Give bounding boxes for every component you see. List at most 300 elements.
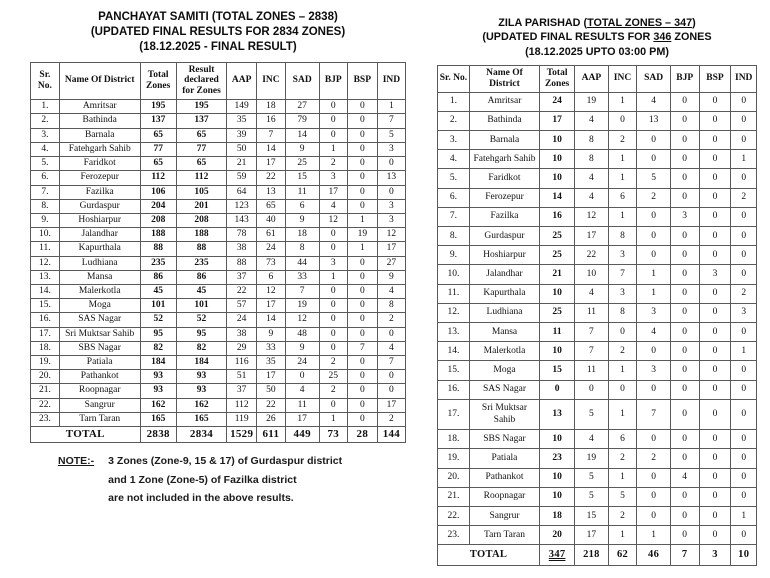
table-row (438, 342, 757, 361)
value-cell: 65 (257, 199, 286, 213)
value-cell: 23. (438, 526, 470, 545)
value-cell: 0 (377, 370, 405, 384)
value-cell: 112 (176, 171, 226, 185)
value-cell: 0 (347, 128, 377, 142)
value-cell: 14 (257, 313, 286, 327)
zila-parishad-table (437, 65, 757, 566)
value-cell: 0 (670, 361, 699, 380)
value-cell: 77 (176, 142, 226, 156)
value-cell: 0 (347, 157, 377, 171)
value-cell: 149 (227, 100, 257, 114)
value-cell: 20. (31, 370, 60, 384)
value-cell: 21. (31, 384, 60, 398)
total-bsp-value: 3 (699, 545, 731, 565)
value-cell: 33 (285, 270, 319, 284)
table-row (31, 228, 406, 242)
value-cell: 0 (731, 227, 757, 246)
value-cell: 0 (699, 111, 731, 130)
value-cell: 26 (257, 412, 286, 426)
value-cell: 18. (438, 430, 470, 449)
panchayat-samiti-section (30, 10, 406, 511)
value-cell: 0 (699, 169, 731, 188)
value-cell: 5 (608, 487, 637, 506)
value-cell: 5 (377, 128, 405, 142)
value-cell: 5. (31, 157, 60, 171)
total-zones-value: 2838 (140, 426, 176, 442)
col-header-bsp: BSP (699, 65, 731, 92)
value-cell: 93 (176, 384, 226, 398)
value-cell: 10 (540, 284, 575, 303)
col-header-district: Name Of District (59, 62, 140, 100)
value-cell: 0 (670, 507, 699, 526)
value-cell: 116 (227, 355, 257, 369)
value-cell: 0 (699, 227, 731, 246)
value-cell: 22. (31, 398, 60, 412)
value-cell: 20. (438, 468, 470, 487)
value-cell: 0 (670, 265, 699, 284)
value-cell: 82 (176, 341, 226, 355)
value-cell: 1 (319, 270, 347, 284)
district-cell: Hoshiarpur (469, 246, 539, 265)
value-cell: 88 (176, 242, 226, 256)
value-cell: 119 (227, 412, 257, 426)
value-cell: 165 (140, 412, 176, 426)
value-cell: 3 (319, 256, 347, 270)
value-cell: 235 (176, 256, 226, 270)
value-cell: 9 (285, 213, 319, 227)
value-cell: 21 (540, 265, 575, 284)
value-cell: 0 (319, 114, 347, 128)
value-cell: 88 (140, 242, 176, 256)
value-cell: 0 (347, 370, 377, 384)
district-cell: Jalandhar (59, 228, 140, 242)
district-cell: Patiala (59, 355, 140, 369)
value-cell: 7 (257, 128, 286, 142)
value-cell: 2. (31, 114, 60, 128)
table-row (438, 111, 757, 130)
value-cell: 0 (637, 380, 670, 399)
value-cell: 7 (575, 323, 608, 342)
value-cell: 15 (540, 361, 575, 380)
value-cell: 3 (377, 213, 405, 227)
value-cell: 48 (285, 327, 319, 341)
table-row (31, 128, 406, 142)
district-cell: Barnala (59, 128, 140, 142)
value-cell: 2 (637, 188, 670, 207)
value-cell: 0 (731, 399, 757, 429)
table-row (31, 242, 406, 256)
value-cell: 101 (176, 299, 226, 313)
value-cell: 50 (227, 142, 257, 156)
value-cell: 17 (377, 242, 405, 256)
table-row (438, 92, 757, 111)
col-header-sad: SAD (637, 65, 670, 92)
value-cell: 0 (731, 207, 757, 226)
value-cell: 0 (699, 399, 731, 429)
value-cell: 2 (319, 355, 347, 369)
value-cell: 17 (257, 299, 286, 313)
value-cell: 61 (257, 228, 286, 242)
value-cell: 65 (176, 157, 226, 171)
district-cell: Gurdaspur (469, 227, 539, 246)
table-row (438, 507, 757, 526)
value-cell: 0 (637, 150, 670, 169)
value-cell: 1 (637, 265, 670, 284)
table-row (438, 265, 757, 284)
value-cell: 0 (670, 111, 699, 130)
district-cell: Faridkot (469, 169, 539, 188)
value-cell: 0 (731, 111, 757, 130)
value-cell: 11 (285, 185, 319, 199)
value-cell: 184 (176, 355, 226, 369)
value-cell: 105 (176, 185, 226, 199)
value-cell: 17 (319, 185, 347, 199)
value-cell: 18 (257, 100, 286, 114)
value-cell: 15. (438, 361, 470, 380)
value-cell: 78 (227, 228, 257, 242)
note-text (108, 455, 342, 511)
value-cell: 0 (699, 468, 731, 487)
value-cell: 7 (377, 355, 405, 369)
table-row (31, 171, 406, 185)
value-cell: 4 (575, 188, 608, 207)
value-cell: 188 (176, 228, 226, 242)
value-cell: 0 (670, 284, 699, 303)
value-cell: 0 (608, 111, 637, 130)
district-cell: SAS Nagar (59, 313, 140, 327)
value-cell: 6 (608, 430, 637, 449)
value-cell: 0 (637, 342, 670, 361)
value-cell: 17. (438, 399, 470, 429)
value-cell: 2 (637, 449, 670, 468)
value-cell: 4 (637, 92, 670, 111)
total-aap-value: 1529 (227, 426, 257, 442)
value-cell: 0 (670, 188, 699, 207)
value-cell: 0 (319, 299, 347, 313)
value-cell: 52 (176, 313, 226, 327)
value-cell: 0 (637, 207, 670, 226)
value-cell: 19. (438, 449, 470, 468)
value-cell: 19 (285, 299, 319, 313)
value-cell: 13 (257, 185, 286, 199)
total-aap-value: 218 (575, 545, 608, 565)
value-cell: 4 (377, 284, 405, 298)
value-cell: 0 (731, 468, 757, 487)
value-cell: 10 (540, 487, 575, 506)
value-cell: 18. (31, 341, 60, 355)
value-cell: 9. (31, 213, 60, 227)
title-line-2: (UPDATED FINAL RESULTS FOR 2834 ZONES) (90, 26, 346, 39)
district-cell: Amritsar (469, 92, 539, 111)
zila-table-body (438, 92, 757, 545)
table-row (31, 100, 406, 114)
note-label: NOTE:- (58, 454, 95, 467)
value-cell: 38 (227, 327, 257, 341)
total-inc-value: 611 (257, 426, 286, 442)
value-cell: 0 (347, 327, 377, 341)
value-cell: 19. (31, 355, 60, 369)
district-cell: Mansa (59, 270, 140, 284)
value-cell: 40 (257, 213, 286, 227)
value-cell: 15 (575, 507, 608, 526)
value-cell: 0 (347, 270, 377, 284)
table-row (438, 526, 757, 545)
value-cell: 57 (227, 299, 257, 313)
value-cell: 11 (285, 398, 319, 412)
total-zones-value: 347 (540, 545, 575, 565)
value-cell: 2 (377, 313, 405, 327)
district-cell: SBS Nagar (59, 341, 140, 355)
value-cell: 0 (670, 342, 699, 361)
value-cell: 9 (257, 327, 286, 341)
value-cell: 7 (347, 341, 377, 355)
value-cell: 1 (731, 150, 757, 169)
value-cell: 0 (319, 100, 347, 114)
value-cell: 11. (438, 284, 470, 303)
value-cell: 0 (699, 188, 731, 207)
value-cell: 77 (140, 142, 176, 156)
table-row (438, 169, 757, 188)
value-cell: 4 (285, 384, 319, 398)
value-cell: 12 (257, 284, 286, 298)
value-cell: 1 (608, 150, 637, 169)
value-cell: 0 (731, 361, 757, 380)
total-bsp-value: 28 (347, 426, 377, 442)
value-cell: 195 (176, 100, 226, 114)
value-cell: 18 (285, 228, 319, 242)
value-cell: 3. (438, 131, 470, 150)
table-row (31, 313, 406, 327)
value-cell: 0 (575, 380, 608, 399)
value-cell: 3 (699, 265, 731, 284)
zila-table-footer (438, 545, 757, 565)
table-row (31, 384, 406, 398)
value-cell: 6 (285, 199, 319, 213)
value-cell: 4. (31, 142, 60, 156)
value-cell: 10 (540, 468, 575, 487)
table-row (31, 142, 406, 156)
district-cell: Gurdaspur (59, 199, 140, 213)
value-cell: 11 (575, 303, 608, 322)
value-cell: 195 (140, 100, 176, 114)
table-row (31, 284, 406, 298)
value-cell: 0 (637, 131, 670, 150)
value-cell: 0 (699, 487, 731, 506)
value-cell: 0 (540, 380, 575, 399)
value-cell: 0 (670, 526, 699, 545)
value-cell: 0 (731, 380, 757, 399)
value-cell: 112 (227, 398, 257, 412)
value-cell: 22 (575, 246, 608, 265)
value-cell: 17 (257, 157, 286, 171)
value-cell: 1 (608, 169, 637, 188)
value-cell: 0 (731, 246, 757, 265)
district-cell: Ludhiana (59, 256, 140, 270)
total-row (438, 545, 757, 565)
value-cell: 17 (257, 370, 286, 384)
value-cell: 19 (575, 449, 608, 468)
value-cell: 64 (227, 185, 257, 199)
value-cell: 4 (575, 430, 608, 449)
table-row (438, 323, 757, 342)
table-row (438, 207, 757, 226)
table-row (438, 227, 757, 246)
district-cell: Ferozepur (59, 171, 140, 185)
value-cell: 11. (31, 242, 60, 256)
value-cell: 112 (140, 171, 176, 185)
value-cell: 184 (140, 355, 176, 369)
value-cell: 0 (377, 185, 405, 199)
value-cell: 1 (608, 399, 637, 429)
value-cell: 8 (608, 227, 637, 246)
value-cell: 0 (699, 246, 731, 265)
value-cell: 14 (285, 128, 319, 142)
value-cell: 25 (540, 303, 575, 322)
value-cell: 9. (438, 246, 470, 265)
value-cell: 37 (227, 270, 257, 284)
value-cell: 11 (540, 323, 575, 342)
value-cell: 21 (227, 157, 257, 171)
district-cell: Sangrur (59, 398, 140, 412)
value-cell: 162 (140, 398, 176, 412)
district-cell: Kapurthala (59, 242, 140, 256)
table-row (438, 361, 757, 380)
underlined-total-zones: TOTAL ZONES – 347 (587, 17, 693, 29)
value-cell: 0 (637, 487, 670, 506)
table-row (31, 355, 406, 369)
value-cell: 17 (377, 398, 405, 412)
value-cell: 0 (670, 227, 699, 246)
district-cell: Sangrur (469, 507, 539, 526)
col-header-aap: AAP (575, 65, 608, 92)
value-cell: 3. (31, 128, 60, 142)
district-cell: Amritsar (59, 100, 140, 114)
value-cell: 0 (637, 430, 670, 449)
value-cell: 0 (670, 131, 699, 150)
value-cell: 12 (575, 207, 608, 226)
value-cell: 1. (438, 92, 470, 111)
table-row (31, 213, 406, 227)
value-cell: 37 (227, 384, 257, 398)
value-cell: 44 (285, 256, 319, 270)
value-cell: 0 (319, 313, 347, 327)
value-cell: 0 (670, 487, 699, 506)
value-cell: 10. (31, 228, 60, 242)
district-cell: Moga (59, 299, 140, 313)
district-cell: Pathankot (469, 468, 539, 487)
value-cell: 10 (540, 169, 575, 188)
total-inc-value: 62 (608, 545, 637, 565)
value-cell: 4 (670, 468, 699, 487)
value-cell: 4 (575, 284, 608, 303)
value-cell: 0 (670, 303, 699, 322)
title-line-1: ZILA PARISHAD (TOTAL ZONES – 347) (498, 17, 696, 29)
value-cell: 1 (608, 361, 637, 380)
value-cell: 3 (637, 303, 670, 322)
value-cell: 10 (540, 150, 575, 169)
value-cell: 0 (670, 150, 699, 169)
value-cell: 12. (438, 303, 470, 322)
table-row (31, 412, 406, 426)
value-cell: 20 (540, 526, 575, 545)
value-cell: 0 (347, 412, 377, 426)
value-cell: 10 (540, 430, 575, 449)
panchayat-samiti-title (30, 10, 406, 56)
value-cell: 1 (319, 412, 347, 426)
value-cell: 6. (438, 188, 470, 207)
value-cell: 0 (731, 449, 757, 468)
col-header-inc: INC (257, 62, 286, 100)
value-cell: 16 (257, 114, 286, 128)
table-row (31, 327, 406, 341)
value-cell: 5. (438, 169, 470, 188)
table-row (438, 380, 757, 399)
value-cell: 2 (319, 157, 347, 171)
value-cell: 2 (731, 188, 757, 207)
value-cell: 16. (438, 380, 470, 399)
col-header-sr-no: Sr. No. (31, 62, 60, 100)
col-header-inc: INC (608, 65, 637, 92)
note-line-3: are not included in the above results. (108, 492, 294, 505)
value-cell: 52 (140, 313, 176, 327)
value-cell: 8 (377, 299, 405, 313)
value-cell: 0 (699, 526, 731, 545)
value-cell: 6. (31, 171, 60, 185)
value-cell: 0 (670, 246, 699, 265)
title-line-3: (18.12.2025 - FINAL RESULT) (139, 41, 297, 54)
district-cell: Tarn Taran (59, 412, 140, 426)
value-cell: 95 (176, 327, 226, 341)
col-header-sad: SAD (285, 62, 319, 100)
district-cell: SAS Nagar (469, 380, 539, 399)
panchayat-table-footer (31, 426, 406, 442)
value-cell: 0 (670, 399, 699, 429)
value-cell: 0 (319, 228, 347, 242)
note-line-1: 3 Zones (Zone-9, 15 & 17) of Gurdaspur district (108, 454, 343, 467)
col-header-bsp: BSP (347, 62, 377, 100)
table-row (31, 256, 406, 270)
value-cell: 0 (347, 171, 377, 185)
district-cell: SBS Nagar (469, 430, 539, 449)
value-cell: 17. (31, 327, 60, 341)
value-cell: 9 (377, 270, 405, 284)
value-cell: 0 (670, 92, 699, 111)
value-cell: 8 (285, 242, 319, 256)
value-cell: 1 (608, 468, 637, 487)
value-cell: 4. (438, 150, 470, 169)
total-label: TOTAL (31, 426, 141, 442)
table-row (438, 188, 757, 207)
table-row (31, 185, 406, 199)
value-cell: 0 (319, 341, 347, 355)
table-row (438, 246, 757, 265)
zila-table-header (438, 65, 757, 92)
value-cell: 235 (140, 256, 176, 270)
value-cell: 12 (285, 313, 319, 327)
value-cell: 93 (140, 384, 176, 398)
table-row (438, 430, 757, 449)
value-cell: 1 (347, 242, 377, 256)
district-cell: Sri Muktsar Sahib (469, 399, 539, 429)
value-cell: 0 (670, 380, 699, 399)
value-cell: 7 (377, 114, 405, 128)
value-cell: 45 (176, 284, 226, 298)
value-cell: 0 (699, 449, 731, 468)
district-cell: Bathinda (59, 114, 140, 128)
value-cell: 4 (575, 169, 608, 188)
col-header-total-zones: Total Zones (140, 62, 176, 100)
value-cell: 0 (699, 150, 731, 169)
